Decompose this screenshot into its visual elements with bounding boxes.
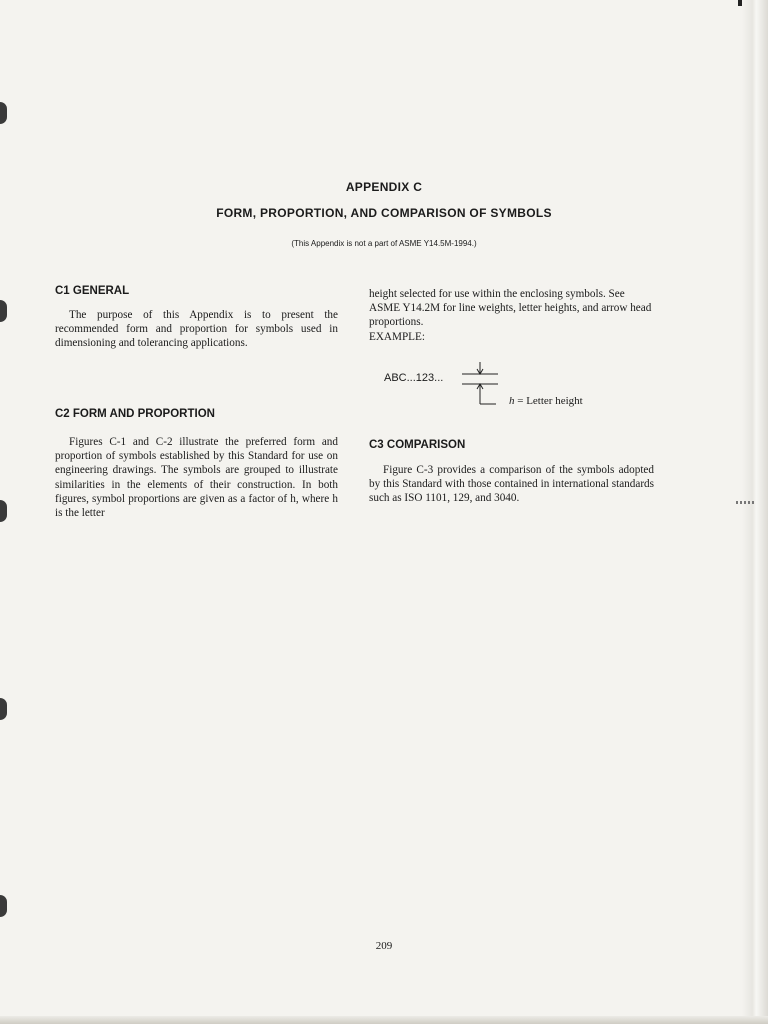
- margin-mark: [736, 501, 754, 504]
- appendix-subtitle: FORM, PROPORTION, AND COMPARISON OF SYMBOLS: [216, 206, 552, 220]
- punch-hole-5: [0, 895, 7, 917]
- h-variable: h: [509, 395, 515, 407]
- page-edge-bottom: [0, 1016, 768, 1024]
- appendix-note: (This Appendix is not a part of ASME Y14.5M-1994.): [291, 239, 477, 248]
- punch-hole-4: [0, 698, 7, 720]
- punch-hole-3: [0, 500, 7, 522]
- example-caption-text: = Letter height: [517, 395, 583, 407]
- example-text: ABC...123...: [384, 372, 444, 384]
- example-caption: [509, 395, 583, 407]
- section-c2-heading: C2 FORM AND PROPORTION: [55, 408, 215, 420]
- appendix-title: APPENDIX C: [345, 180, 423, 194]
- page-number: 209: [375, 940, 393, 952]
- punch-hole-2: [0, 300, 7, 322]
- example-label: EXAMPLE:: [369, 331, 425, 343]
- section-c3-text: Figure C-3 provides a comparison of the symbols adopted by this Standard with those contained in international standards such as ISO 1101, 129, and 3040.: [369, 464, 654, 505]
- section-c2-text: Figures C-1 and C-2 illustrate the preferred form and proportion of symbols established by this Standard for use on engineering drawings. The symbols are grouped to illustrate similarities in the elements of their construction. In both figures, symbol proportions are given as a factor of h, where h is the letter: [55, 436, 338, 520]
- section-c3-heading: C3 COMPARISON: [369, 439, 466, 451]
- punch-hole-1: [0, 102, 7, 124]
- section-c2-continued-text: height selected for use within the enclosing symbols. See ASME Y14.2M for line weights, letter heights, and arrow head proportions.: [369, 288, 652, 329]
- letter-height-dimension-icon: [458, 360, 508, 410]
- page-edge-right: [742, 0, 768, 1024]
- section-c1-heading: C1 GENERAL: [55, 285, 130, 297]
- section-c1-text: The purpose of this Appendix is to present the recommended form and proportion for symbols used in dimensioning and tolerancing applications.: [55, 309, 338, 350]
